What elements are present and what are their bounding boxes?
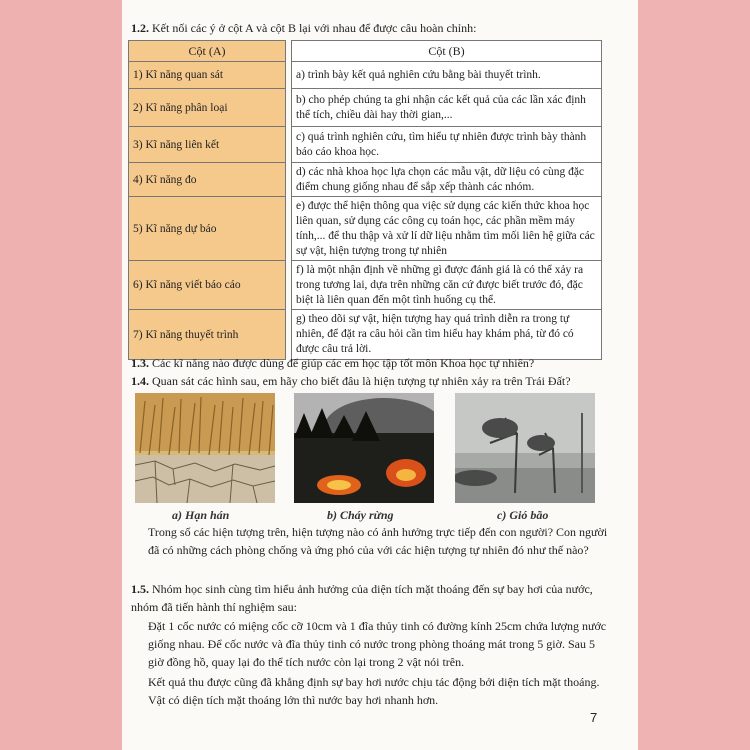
column-a-item: 5) Kĩ năng dự báo bbox=[129, 197, 286, 261]
column-a-item: 1) Kĩ năng quan sát bbox=[129, 62, 286, 89]
question-1-4 bbox=[131, 373, 611, 390]
question-1-4-follow-up: Trong số các hiện tượng trên, hiện tượng nào có ảnh hưởng trực tiếp đến con người? Con người đã có những cách phòng chống và ứng phó của với các hiện tượng tự nhiên đó như thế nào? bbox=[148, 525, 608, 557]
caption-storm: c) Gió bão bbox=[497, 508, 549, 522]
left-border bbox=[0, 0, 122, 750]
question-1-2 bbox=[131, 20, 611, 37]
question-number: 1.4. bbox=[131, 374, 149, 388]
question-1-5 bbox=[131, 580, 609, 616]
caption-forest-fire: b) Cháy rừng bbox=[327, 508, 394, 522]
column-b-item: e) được thể hiện thông qua việc sử dụng các kiến thức khoa học liên quan, sử dụng các công cụ toán học, các phần mềm máy tính,... để thu thập và xử lí dữ liệu nhằm tìm mối liên hệ giữa các sự vật, hiện tượng trong tự nhiên bbox=[292, 197, 602, 261]
experiment-description: Đặt 1 cốc nước có miệng cốc cỡ 10cm và 1 đĩa thủy tinh có đường kính 25cm chứa lượng nước giống nhau. Để cốc nước và đĩa thủy tinh có nước trong phòng thoáng mát trong 5 giờ. Sau 5 giờ đồng hồ, quay lại đo thể tích nước còn lại trong 2 vật nói trên. bbox=[148, 619, 607, 669]
right-border bbox=[638, 0, 750, 750]
column-a-item: 7) Kĩ năng thuyết trình bbox=[129, 310, 286, 360]
column-b-item: c) quá trình nghiên cứu, tìm hiểu tự nhiên được trình bày thành báo cáo khoa học. bbox=[292, 127, 602, 163]
column-b-table bbox=[291, 40, 602, 360]
forest-fire-photo bbox=[294, 393, 434, 503]
question-text: Nhóm học sinh cùng tìm hiểu ảnh hưởng của diện tích mặt thoáng đến sự bay hơi của nước, nhóm đã tiến hành thí nghiệm sau: bbox=[131, 582, 593, 614]
column-b-item: a) trình bày kết quả nghiên cứu bằng bài thuyết trình. bbox=[292, 62, 602, 89]
question-text: Quan sát các hình sau, em hãy cho biết đâu là hiện tượng tự nhiên xảy ra trên Trái Đất? bbox=[152, 374, 571, 388]
question-number: 1.3. bbox=[131, 356, 149, 370]
question-number: 1.2. bbox=[131, 21, 149, 35]
column-b-item: g) theo dõi sự vật, hiện tượng hay quá trình diễn ra trong tự nhiên, để đặt ra câu hỏi cần tìm hiểu hay khám phá, từ đó có được câu trả lời. bbox=[292, 310, 602, 360]
column-a-item: 2) Kĩ năng phân loại bbox=[129, 89, 286, 127]
column-a-item: 3) Kĩ năng liên kết bbox=[129, 127, 286, 163]
column-a-item: 4) Kĩ năng đo bbox=[129, 163, 286, 197]
question-text: Các kĩ năng nào được dùng để giúp các em học tập tốt môn Khoa học tự nhiên? bbox=[152, 356, 535, 370]
page-number: 7 bbox=[590, 710, 598, 725]
storm-photo bbox=[455, 393, 595, 503]
column-a-item: 6) Kĩ năng viết báo cáo bbox=[129, 261, 286, 310]
question-number: 1.5. bbox=[131, 582, 149, 596]
column-a-header: Cột (A) bbox=[129, 41, 286, 62]
column-a-table bbox=[128, 40, 286, 360]
column-b-item: b) cho phép chúng ta ghi nhận các kết quả của các lần xác định thể tích, chiều dài hay thời gian,... bbox=[292, 89, 602, 127]
experiment-result: Kết quả thu được cũng đã khẳng định sự bay hơi nước chịu tác động bởi diện tích mặt thoáng. Vật có diện tích mặt thoáng lớn thì nước bay hơi nhanh hơn. bbox=[148, 675, 600, 707]
column-b-item: f) là một nhận định về những gì được đánh giá là có thể xảy ra trong tương lai, dựa trên những căn cứ được biết trước đó, đặc biệt là liên quan đến một tình huống cụ thể. bbox=[292, 261, 602, 310]
column-b-item: d) các nhà khoa học lựa chọn các mẫu vật, dữ liệu có cùng đặc điểm chung giống nhau để sắp xếp thành các nhóm. bbox=[292, 163, 602, 197]
question-text: Kết nối các ý ở cột A và cột B lại với nhau để được câu hoàn chỉnh: bbox=[152, 21, 477, 35]
drought-photo bbox=[135, 393, 275, 503]
column-b-header: Cột (B) bbox=[292, 41, 602, 62]
question-1-3 bbox=[131, 355, 611, 372]
caption-drought: a) Hạn hán bbox=[172, 508, 230, 522]
